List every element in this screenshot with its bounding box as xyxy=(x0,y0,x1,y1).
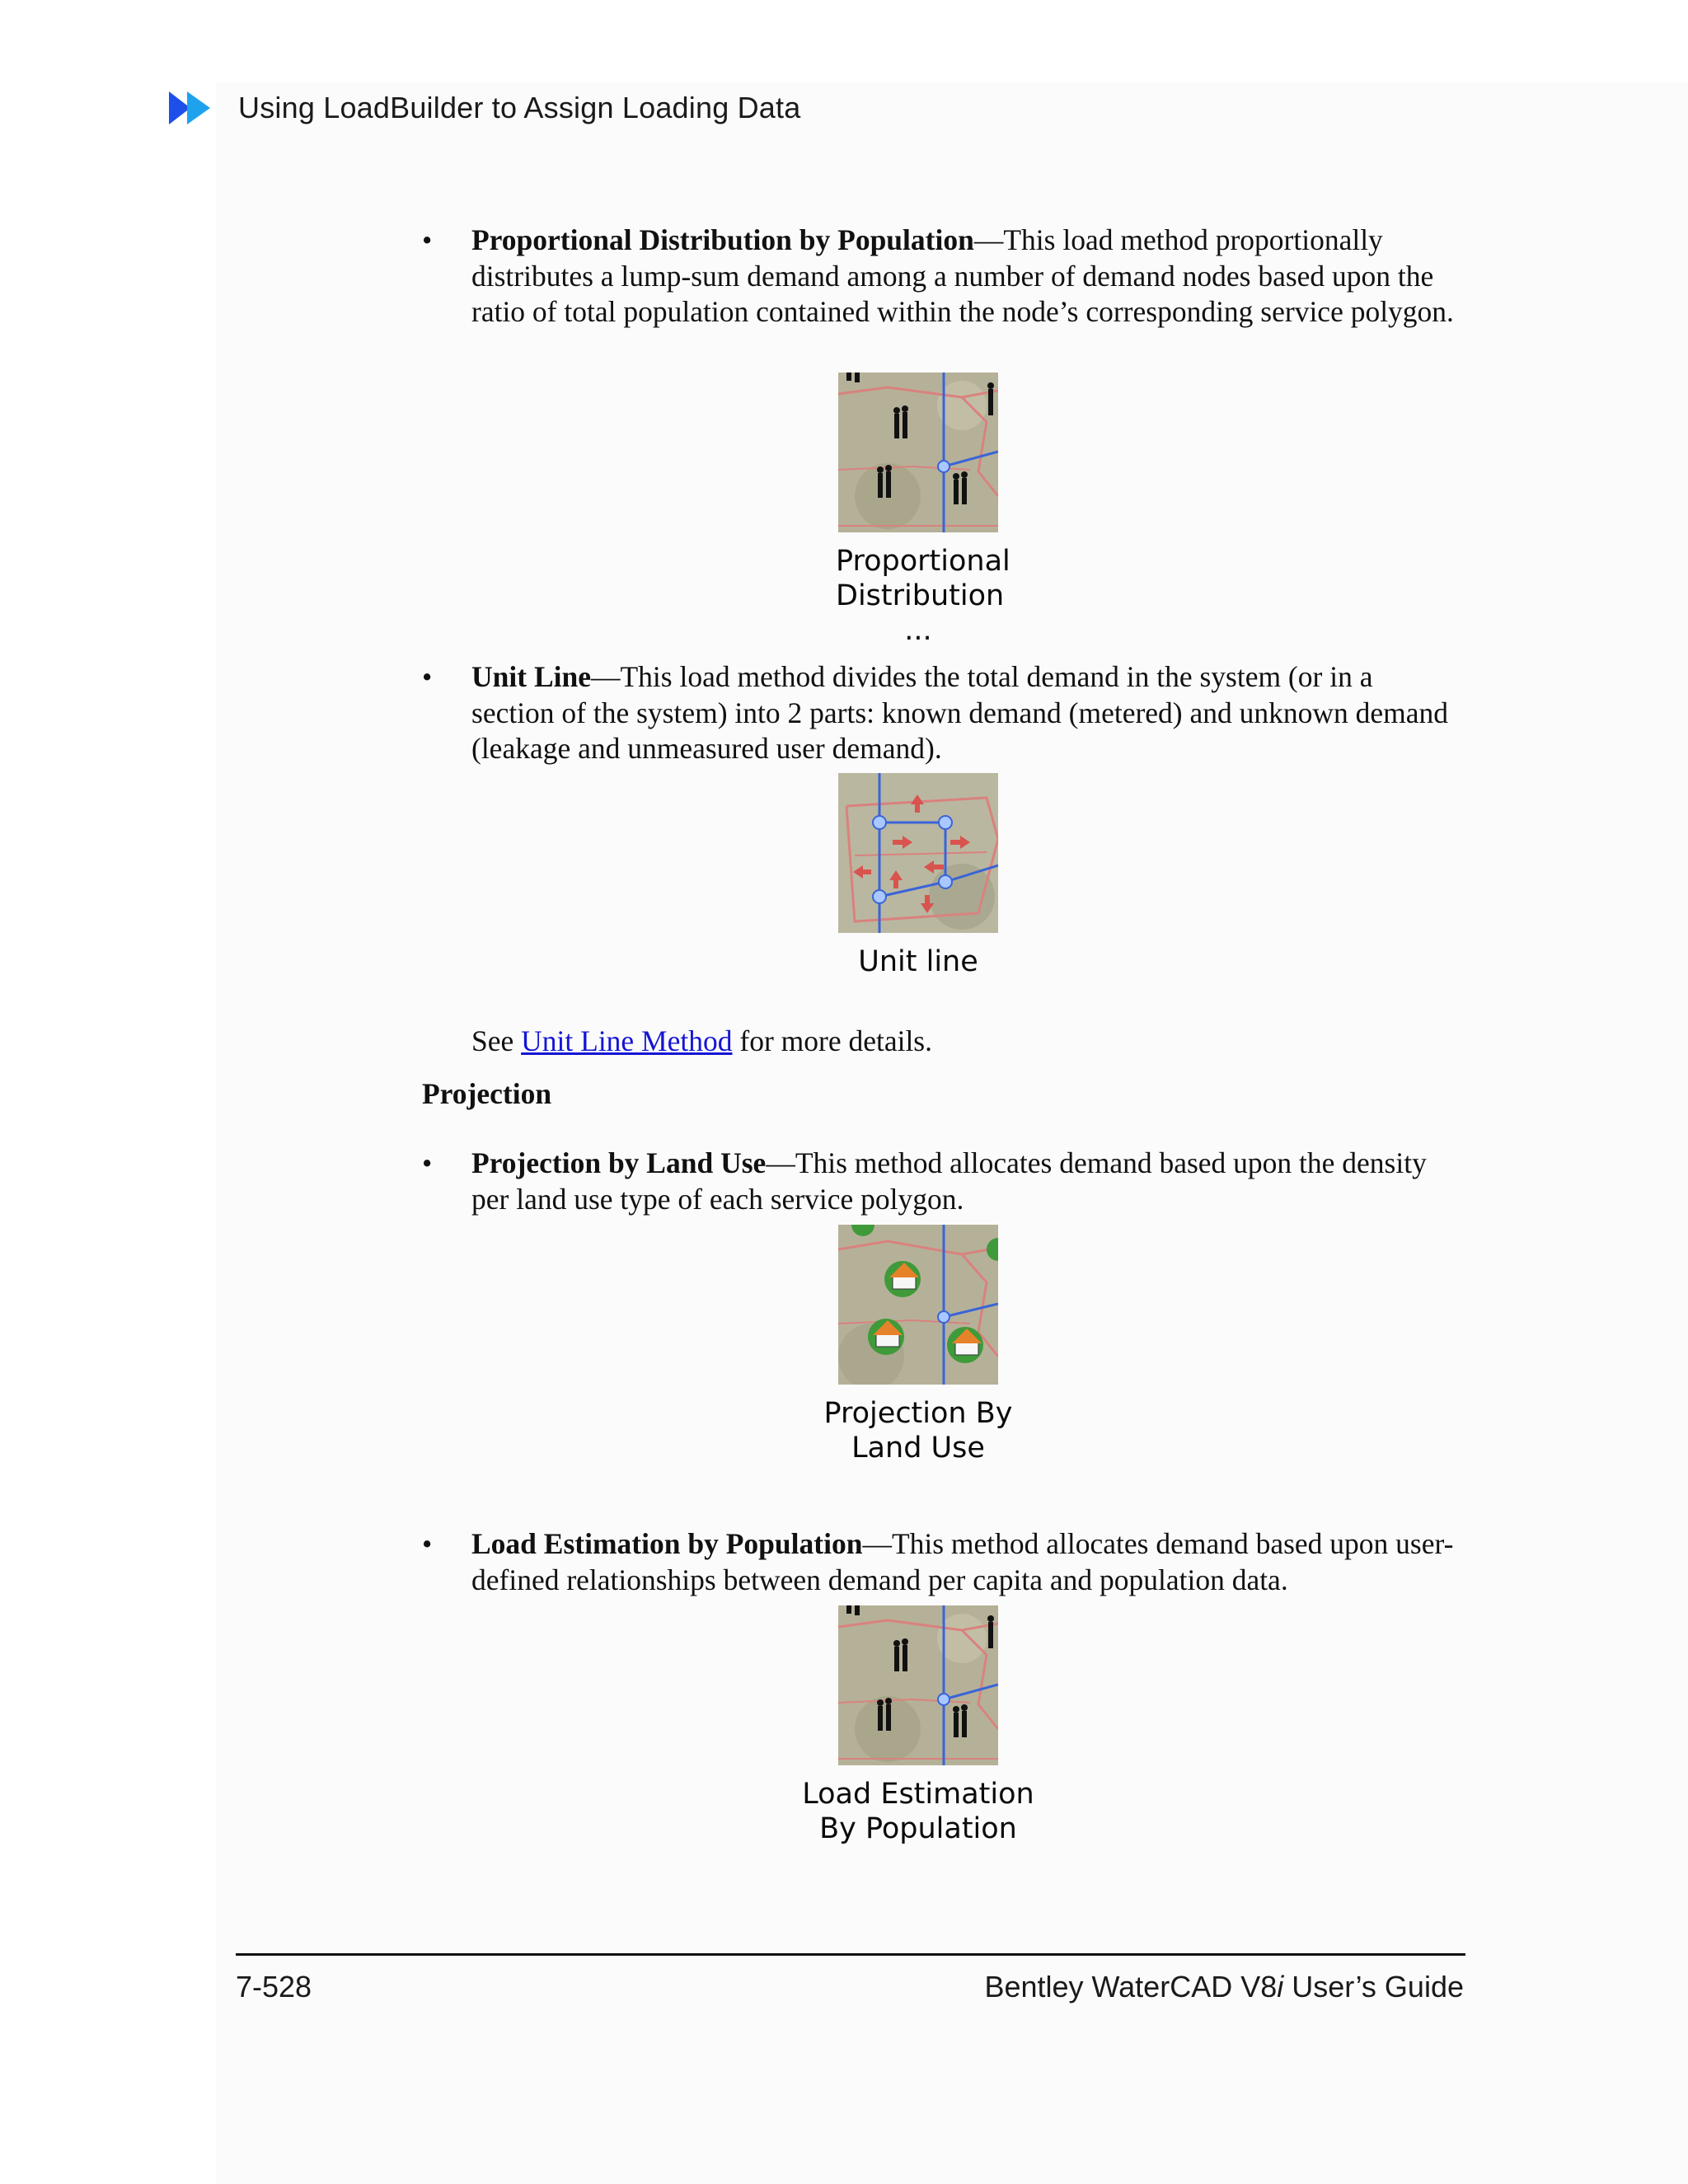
bullet-dot: • xyxy=(422,1147,433,1179)
see-more-line xyxy=(471,1024,932,1060)
bullet-description: —This load method proportionally distributes a lump-sum demand among a number of demand nodes based upon the ratio of total population contained within the node’s corresponding service polygon. xyxy=(471,223,1454,328)
guide-title-suffix: User’s Guide xyxy=(1283,1970,1464,2004)
see-suffix: for more details. xyxy=(732,1024,933,1057)
footer-rule xyxy=(236,1953,1465,1956)
guide-title-italic: i xyxy=(1277,1970,1284,2004)
page-header xyxy=(169,87,800,129)
bullet-dot: • xyxy=(422,1528,433,1560)
see-prefix: See xyxy=(471,1024,522,1057)
bullet-term: Proportional Distribution by Population xyxy=(471,223,974,256)
bullet-term: Load Estimation by Population xyxy=(471,1527,863,1560)
bullet-text xyxy=(471,223,1461,330)
bullet-term: Projection by Land Use xyxy=(471,1146,767,1179)
guide-title-prefix: Bentley WaterCAD V8 xyxy=(984,1970,1278,2004)
population-map-icon xyxy=(838,1605,998,1765)
figure-caption: Unit line xyxy=(858,945,978,978)
header-title: Using LoadBuilder to Assign Loading Data xyxy=(238,91,801,124)
figure-unit-line xyxy=(745,773,1091,979)
figure-caption: Load Estimation By Population xyxy=(802,1778,1034,1845)
page-number: 7-528 xyxy=(236,1970,312,2004)
unit-line-map-icon xyxy=(838,773,998,933)
guide-title xyxy=(984,1970,1464,2004)
figure-projection-land-use xyxy=(745,1225,1091,1465)
bullet-load-estimation-population xyxy=(422,1526,1461,1598)
figure-caption: Projection By Land Use xyxy=(823,1397,1013,1465)
bullet-term: Unit Line xyxy=(471,660,591,693)
figure-caption: Proportional Distribution ... xyxy=(836,545,1010,647)
bullet-dot: • xyxy=(422,224,433,256)
bullet-unit-line xyxy=(422,659,1461,767)
population-map-icon xyxy=(838,373,998,532)
bullet-text xyxy=(471,1146,1461,1217)
bullet-proportional-distribution xyxy=(422,223,1461,330)
bullet-description: —This method allocates demand based upon the density per land use type of each service polygon. xyxy=(471,1146,1427,1216)
land-use-map-icon xyxy=(838,1225,998,1385)
figure-load-estimation-population xyxy=(745,1605,1091,1846)
bullet-text xyxy=(471,659,1461,767)
bullet-description: —This load method divides the total demand in the system (or in a section of the system) into 2 parts: known demand (metered) and unknown demand (leakage and unmeasured user demand). xyxy=(471,660,1449,765)
double-arrow-icon xyxy=(169,90,220,126)
bullet-projection-land-use xyxy=(422,1146,1461,1217)
unit-line-method-link[interactable]: Unit Line Method xyxy=(521,1024,733,1057)
figure-proportional-distribution xyxy=(745,373,1091,648)
section-heading-projection: Projection xyxy=(422,1077,552,1110)
bullet-description: —This method allocates demand based upon user-defined relationships between demand per capita and population data. xyxy=(471,1527,1454,1596)
bullet-dot: • xyxy=(422,661,433,693)
bullet-text xyxy=(471,1526,1461,1598)
